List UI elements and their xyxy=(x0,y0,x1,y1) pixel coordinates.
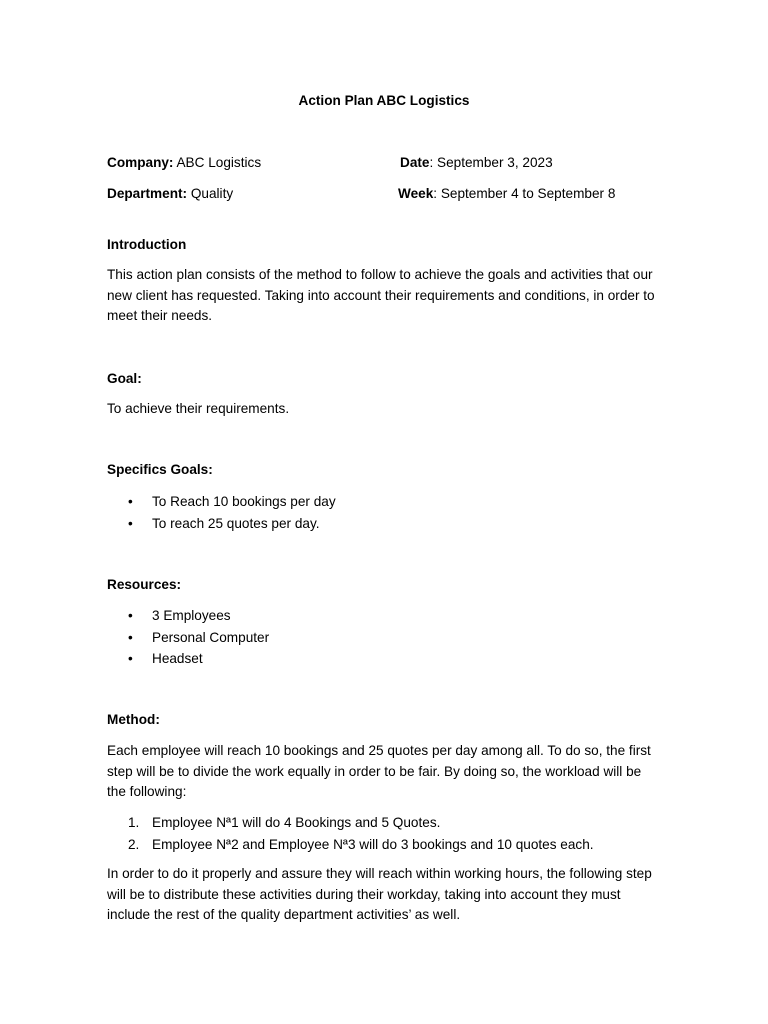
list-item xyxy=(107,493,336,515)
step-text: Employee Nª1 will do 4 Bookings and 5 Quotes. xyxy=(152,815,441,830)
resources-heading: Resources: xyxy=(107,577,182,592)
step-text: Employee Nª2 and Employee Nª3 will do 3 bookings and 10 quotes each. xyxy=(152,836,594,852)
list-item xyxy=(107,836,594,858)
company-value: ABC Logistics xyxy=(173,155,262,170)
department-line xyxy=(107,185,233,202)
week-label: Week xyxy=(398,186,434,201)
company-line xyxy=(107,154,261,171)
week-value: : September 4 to September 8 xyxy=(433,186,616,201)
specific-goal-text: To reach 25 quotes per day. xyxy=(152,515,320,531)
resource-text: 3 Employees xyxy=(152,608,231,623)
specific-goals-list xyxy=(107,493,336,536)
resource-text: Headset xyxy=(152,651,203,666)
department-label: Department: xyxy=(107,186,188,201)
specific-goal-text: To Reach 10 bookings per day xyxy=(152,494,336,509)
bullet-marker: • xyxy=(128,494,133,509)
goal-heading: Goal: xyxy=(107,371,142,386)
bullet-marker: • xyxy=(128,629,133,645)
bullet-marker: • xyxy=(128,608,133,623)
list-item xyxy=(107,515,336,537)
step-number: 1. xyxy=(128,815,140,830)
specific-goals-heading: Specifics Goals: xyxy=(107,462,213,477)
date-value: : September 3, 2023 xyxy=(429,155,553,170)
method-steps-list xyxy=(107,814,594,857)
week-line xyxy=(398,185,615,202)
list-item xyxy=(107,607,269,629)
date-line xyxy=(400,154,553,171)
resources-list xyxy=(107,607,269,672)
list-item xyxy=(107,650,269,672)
step-number: 2. xyxy=(128,836,140,852)
company-label: Company: xyxy=(107,155,174,170)
list-item xyxy=(107,629,269,651)
intro-heading: Introduction xyxy=(107,237,187,252)
goal-text: To achieve their requirements. xyxy=(107,401,290,416)
date-label: Date xyxy=(400,155,430,170)
bullet-marker: • xyxy=(128,651,133,666)
list-item xyxy=(107,814,594,836)
method-paragraph: Each employee will reach 10 bookings and 25 quotes per day among all. To do so, the first step will be to divide the work equally in order to be fair. By doing so, the workload will be the following: xyxy=(107,743,651,799)
method-heading: Method: xyxy=(107,712,160,727)
resource-text: Personal Computer xyxy=(152,629,270,645)
intro-paragraph: This action plan consists of the method to follow to achieve the goals and activities that our new client has requested. Taking into account their requirements and conditions, in order to meet their needs. xyxy=(107,267,655,323)
closing-paragraph: In order to do it properly and assure they will reach within working hours, the following step will be to distribute these activities during their workday, taking into account they must include the rest of the quality department activities’ as well. xyxy=(107,866,652,922)
document-title: Action Plan ABC Logistics xyxy=(298,93,470,108)
bullet-marker: • xyxy=(128,515,133,531)
department-value: Quality xyxy=(187,186,234,201)
